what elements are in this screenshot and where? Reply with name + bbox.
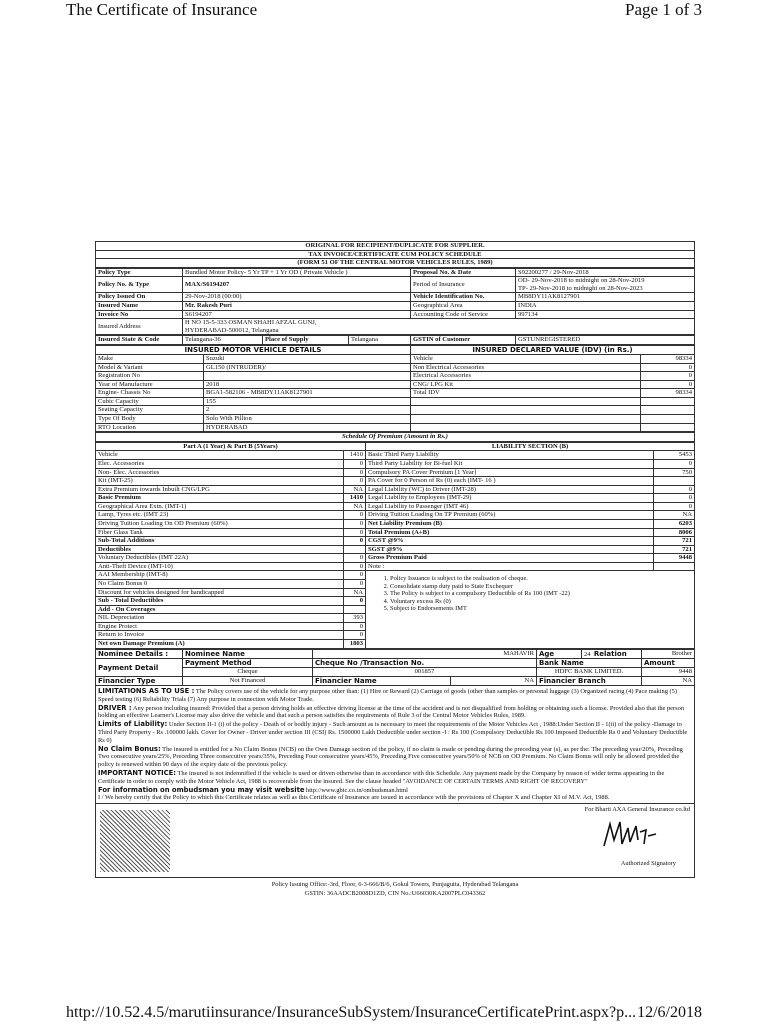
vehicle-field-value: 155 — [204, 397, 411, 406]
gstin-value: GSTUNREGISTERED — [516, 336, 695, 345]
signature-image — [600, 818, 660, 852]
premium-item-label: Deductibles — [96, 545, 344, 554]
schedule-heading: Schedule Of Premium (Amount in Rs.) — [96, 433, 695, 442]
vehicle-field-label: Make — [96, 354, 204, 363]
liability-item-label: Legal Liability to Employees (IMT-29) — [366, 494, 654, 503]
financier-name-value: NA — [451, 676, 537, 685]
relation-value: Brother — [642, 649, 695, 659]
premium-row — [96, 537, 695, 546]
ncb-text: The insured is entitled for a No Claim Bonus (NCB) on the Own Damage section of the policy, if no claim is made or pending during the preceding year (s), as per the: The preceding year/20%, Preceding Two consecutive years/25%, Preceding Three consecutive years/35%, Preceding Four consecutive years/45%, Preceding Five consecutive years/50% of NCB on OD Premium. No Claim Bonus will only be allowed provided the policy is renewed within 90 days of the expiry date of the previous policy. — [98, 745, 683, 769]
policy-details — [95, 268, 695, 336]
policy-type-value: Bundled Motor Policy- 5 Yr TP + 1 Yr OD ( Private Vehicle ) — [183, 268, 411, 277]
vehicle-field-label: Registration No — [96, 372, 204, 381]
idv-field-label: Non Electrical Accessories — [411, 363, 641, 372]
payment-method-value: Cheque — [183, 668, 313, 677]
premium-item-value: 0 — [344, 562, 366, 571]
age-label: Age — [537, 649, 582, 659]
premium-row — [96, 545, 695, 554]
part-a-heading: Part A (1 Year) & Part B (5Years) — [96, 442, 366, 451]
insured-name-value: Mr. Rakesh Puri — [183, 302, 411, 311]
premium-item-value: 0 — [344, 537, 366, 546]
ombudsman-link[interactable]: http://www.gbic.co.in/ombudsman.html — [304, 786, 408, 794]
bank-name-value: HDFC BANK LIMITED. — [537, 668, 642, 677]
vehicle-section-title: INSURED MOTOR VEHICLE DETAILS — [96, 345, 411, 354]
notes-list — [390, 575, 692, 612]
idv-field-value: 0 — [641, 372, 695, 381]
policy-no-value: MAX/S6194207 — [183, 277, 411, 293]
cheque-no-value: 001857 — [313, 668, 537, 677]
period-value — [516, 277, 695, 293]
vehicle-field-value: 2018 — [204, 380, 411, 389]
ombudsman-label: For information on ombudsman you may visit website — [98, 785, 305, 794]
financier-name-label: Financier Name — [313, 676, 451, 685]
liability-item-label: Gross Premium Paid — [366, 554, 654, 563]
header-line-1: ORIGINAL FOR RECIPIENT/DUPLICATE FOR SUPPLIER. — [96, 242, 695, 251]
supply-value: Telangana — [349, 336, 411, 345]
premium-item-value: 0 — [344, 580, 366, 589]
nominee-details-label: Nominee Details : — [96, 649, 183, 659]
liability-item-value: 0 — [654, 485, 695, 494]
vin-value: MB8DY11AK8127901 — [516, 293, 695, 302]
premium-item-label: Sub-Total Additions — [96, 537, 344, 546]
premium-row — [96, 554, 695, 563]
premium-item-label: Engine Protect — [96, 622, 344, 631]
premium-item-value: 0 — [344, 631, 366, 640]
liability-item-value: 5453 — [654, 451, 695, 460]
liability-item-value: NA — [654, 511, 695, 520]
bank-name-label: Bank Name — [537, 659, 642, 668]
premium-item-label: NIL Depreciation — [96, 614, 344, 623]
premium-item-value — [344, 605, 366, 614]
policy-type-label: Policy Type — [96, 268, 183, 277]
terms-block — [95, 686, 695, 804]
header-line-3: (FORM 51 OF THE CENTRAL MOTOR VEHICLES RULES, 1989) — [96, 259, 695, 268]
premium-item-value: 1803 — [344, 640, 366, 649]
insured-name-label: Insured Name — [96, 302, 183, 311]
idv-field-label — [411, 397, 641, 406]
premium-item-label: Kit (IMT-25) — [96, 477, 344, 486]
liability-item-value: 721 — [654, 537, 695, 546]
liability-item-value: 0 — [654, 502, 695, 511]
page-number: Page 1 of 3 — [625, 0, 702, 19]
amount-label: Amount — [642, 659, 695, 668]
address-value — [183, 319, 695, 335]
limitations-text: The Policy covers use of the vehicle for any purpose other than: (1) Hire or Reward (2) Carriage of goods (other than samples or personal luggage (3) Organized racing (4) Pace making (5) Speed testing (6) Reliability Trials (7) Any purpose in connection with Motor Trade. — [98, 687, 677, 703]
state-label: Insured State & Code — [96, 336, 183, 345]
company-gstin: GSTIN: 36AADCB2008D1ZD, CIN No.:U66030KA2007PLC043362 — [304, 889, 486, 897]
liability-item-value: 721 — [654, 545, 695, 554]
premium-item-value: 0 — [344, 571, 366, 580]
driver-text: Any person including insured: Provided that a person driving holds an effective driving license at the time of the accident and is not disqualified from holding or obtaining such a license. Provided also that the person holding an effective Learner's License may also drive the vehicle and that such a person satisfies the requirements of Rule 3 of the Central Motor Vehicles Rules, 1989. — [98, 704, 685, 720]
idv-field-label — [411, 406, 641, 415]
premium-item-value: 0 — [344, 597, 366, 606]
vehicle-row — [96, 363, 695, 372]
geo-value: INDIA — [516, 302, 695, 311]
premium-row — [96, 519, 695, 528]
liability-item-value — [654, 477, 695, 486]
premium-row — [96, 468, 695, 477]
premium-item-value: NA — [344, 502, 366, 511]
premium-item-label: Geographical Area Extn. (IMT-1) — [96, 502, 344, 511]
liability-item-label: Note : — [366, 562, 654, 571]
premium-item-value: 0 — [344, 459, 366, 468]
header-line-2: TAX INVOICE/CERTIFICATE CUM POLICY SCHEDULE — [96, 250, 695, 259]
driver-para — [98, 704, 692, 721]
payment-method-label: Payment Method — [183, 659, 313, 668]
proposal-label: Proposal No. & Date — [411, 268, 516, 277]
liability-heading: LIABILITY SECTION (B) — [366, 442, 695, 451]
premium-item-value: 0 — [344, 528, 366, 537]
insurance-certificate — [95, 241, 695, 899]
idv-field-value — [641, 423, 695, 432]
liability-limits-label: Limits of Liability: — [98, 720, 168, 729]
idv-field-label: Electrical Accessories — [411, 372, 641, 381]
ncb-para — [98, 745, 692, 769]
vehicle-row — [96, 415, 695, 424]
premium-row — [96, 459, 695, 468]
premium-item-value: 1410 — [344, 494, 366, 503]
vehicle-field-label: Type Of Body — [96, 415, 204, 424]
idv-field-label — [411, 423, 641, 432]
ombudsman-para — [98, 786, 692, 795]
certify-text: I / We hereby certify that the Policy to which this Certificate relates as well as this Certificate of Insurance are issued in accordance with the provisions of Chapter X and Chapter XI of M.V. Act, 1988. — [98, 794, 610, 802]
vin-label: Vehicle Identification No. — [411, 293, 516, 302]
idv-field-label — [411, 415, 641, 424]
premium-row — [96, 477, 695, 486]
acc-code-label: Accounting Code of Service — [411, 310, 516, 319]
premium-item-value — [344, 545, 366, 554]
liability-item-label: SGST @9% — [366, 545, 654, 554]
vehicle-row — [96, 389, 695, 398]
idv-field-label: Vehicle — [411, 354, 641, 363]
policy-no-label: Policy No. & Type — [96, 277, 183, 293]
limitations-label: LIMITATIONS AS TO USE : — [98, 686, 195, 695]
liability-item-label: Compulsory PA Cover Premium [1 Year] — [366, 468, 654, 477]
liability-item-label: Driving Tuition Loading On TP Premium (60%) — [366, 511, 654, 520]
idv-field-value: 98334 — [641, 389, 695, 398]
liability-item-label: CGST @9% — [366, 537, 654, 546]
vehicle-field-value: Suzuki — [204, 354, 411, 363]
note-item: 2. Consolidate stamp duty paid to State Exchequer — [390, 583, 692, 590]
premium-row — [96, 562, 695, 571]
premium-item-label: Fiber Glass Tank — [96, 528, 344, 537]
premium-item-value: 0 — [344, 468, 366, 477]
premium-item-label: Voluntary Deductibles (IMT 22A) — [96, 554, 344, 563]
idv-field-value — [641, 415, 695, 424]
premium-item-label: Add - On Coverages — [96, 605, 344, 614]
important-para — [98, 769, 692, 786]
period-label: Period of Insurance — [411, 277, 516, 293]
geo-label: Geographical Area — [411, 302, 516, 311]
premium-row — [96, 511, 695, 520]
vehicle-field-label: Year of Manufacture — [96, 380, 204, 389]
idv-field-value: 98334 — [641, 354, 695, 363]
vehicle-row — [96, 397, 695, 406]
premium-item-value: 0 — [344, 511, 366, 520]
premium-item-value: 1410 — [344, 451, 366, 460]
state-value: Telangana-36 — [183, 336, 263, 345]
address-line-1: H NO 15-5-333 OSMAN SHAHI AFZAL GUNJ, — [185, 319, 317, 327]
premium-item-label: Vehicle — [96, 451, 344, 460]
liability-item-label: PA Cover for 0 Person of Rs (0) each (IMT- 16 ) — [366, 477, 654, 486]
vehicle-field-value: 2 — [204, 406, 411, 415]
liability-item-value: 0 — [654, 459, 695, 468]
vehicle-row — [96, 423, 695, 432]
address-label: Insured Address — [96, 319, 183, 335]
idv-field-label: CNG/ LPG Kit — [411, 380, 641, 389]
gstin-label: GSTIN of Customer — [411, 336, 516, 345]
premium-item-value: 393 — [344, 614, 366, 623]
premium-item-label: Sub - Total Deductibles — [96, 597, 344, 606]
premium-item-label: Net own Damage Premium (A) — [96, 640, 344, 649]
premium-item-label: Return to Invoice — [96, 631, 344, 640]
liability-limits-text: Under Section II-1 (i) of the policy - Death of or bodily injury - Such amount as is necessary to meet the requirements of the Motor Vehicles Act , 1988:Under Section II - 1(ii) of the policy -Damage to Third Party Property - Rs .100000 lakh. Cover for Owner - Driver under section III (CSI) Rs. 1500000 Lakh Deductible under section -I : Rs 100 (Compulsory Deductible Rs 100 Imposed Deductible Rs 0 and Voluntary Deductible Rs 0) — [98, 721, 688, 744]
premium-item-label: Lamp, Tyres etc. (IMT 23) — [96, 511, 344, 520]
vehicle-field-label: Seating Capacity — [96, 406, 204, 415]
idv-field-value: 0 — [641, 363, 695, 372]
issued-value: 29-Nov-2018 (00:00) — [183, 293, 411, 302]
premium-item-label: Discount for vehicles designed for handicapped — [96, 588, 344, 597]
liability-item-label: Legal Liability (WC) to Driver (IMT-28) — [366, 485, 654, 494]
print-date: 12/6/2018 — [637, 1004, 702, 1021]
note-item: 3. The Policy is subject to a compulsory Deductible of Rs 100 (IMT -22) — [390, 590, 692, 597]
cheque-no-label: Cheque No /Transaction No. — [313, 659, 537, 668]
signature-block — [95, 804, 695, 878]
liability-item-value: 8006 — [654, 528, 695, 537]
premium-item-label: Extra Premium towards Inbuilt CNG/LPG — [96, 485, 344, 494]
certificate-header — [95, 241, 695, 268]
period-od: OD- 29-Nov-2018 to midnight on 28-Nov-2019 — [518, 277, 645, 285]
ncb-label: No Claim Bonus: — [98, 744, 161, 753]
issuing-office — [95, 878, 695, 898]
premium-table — [95, 442, 695, 649]
age-value: 24 — [584, 650, 591, 658]
office-address: Policy Issuing Office:-3rd, Floor, 6-3-666/B/6, Gokul Towers, Punjagutta, Hyderabad Telangana — [271, 881, 519, 889]
vehicle-field-value: GL150 (INTRUDER)/ — [204, 363, 411, 372]
vehicle-row — [96, 380, 695, 389]
acc-code-value: 997134 — [516, 310, 695, 319]
premium-row — [96, 502, 695, 511]
liability-limits-para — [98, 720, 692, 744]
vehicle-row — [96, 406, 695, 415]
address-line-2: HYDERABAD-500012, Telangana — [185, 326, 279, 334]
vehicle-field-value: HYDERABAD — [204, 423, 411, 432]
nominee-payment-table — [95, 649, 695, 686]
vehicle-field-value — [204, 372, 411, 381]
vehicle-field-label: Model & Variant — [96, 363, 204, 372]
invoice-label: Invoice No — [96, 310, 183, 319]
note-item: 1. Policy Issuance is subject to the realisation of cheque. — [390, 575, 692, 582]
issued-label: Policy Issued On — [96, 293, 183, 302]
important-text: The insured is not indemnified if the vehicle is used or driven otherwise than in accordance with this Schedule. Any payment made by the Company by reason of wider terms appearing in the Certificate in order to comply with the Motor Vehicle Act, 1988 is recoverable from the insured. See the clause headed "AVOIDANCE OF CERTAIN TERMS AND RIGHT OF RECOVERY" — [98, 770, 665, 785]
liability-item-value: 6203 — [654, 519, 695, 528]
liability-item-label: Third Party Liability for Bi-fuel Kit — [366, 459, 654, 468]
amount-value: 9448 — [642, 668, 695, 677]
note-item: 5. Subject to Endorsements IMT — [390, 605, 692, 612]
premium-item-label: Driving Tuition Loading On OD Premium (60%) — [96, 519, 344, 528]
premium-item-value: NA — [344, 485, 366, 494]
liability-item-label: Legal Liability to Passenger (IMT 46) — [366, 502, 654, 511]
idv-section-title: INSURED DECLARED VALUE (IDV) (in Rs.) — [411, 345, 695, 354]
financier-branch-label: Financier Branch — [537, 676, 642, 685]
period-tp: TP- 29-Nov-2018 to midnight on 28-Nov-2023 — [518, 284, 643, 292]
premium-item-label: Non- Elec. Accessories — [96, 468, 344, 477]
liability-item-label: Total Premium (A+B) — [366, 528, 654, 537]
company-for-label: For Bharti AXA General Insurance co.ltd — [584, 806, 690, 814]
authorized-signatory: Authorized Signatory — [620, 860, 676, 868]
premium-item-label: AAI Membership (IMT-8) — [96, 571, 344, 580]
liability-item-value: 750 — [654, 468, 695, 477]
premium-row — [96, 485, 695, 494]
vehicle-row — [96, 354, 695, 363]
vehicle-row — [96, 372, 695, 381]
premium-item-label: Basic Premium — [96, 494, 344, 503]
driver-label: DRIVER : — [98, 703, 132, 712]
premium-row — [96, 451, 695, 460]
premium-item-value: 0 — [344, 477, 366, 486]
important-label: IMPORTANT NOTICE: — [98, 769, 177, 778]
page-url: http://10.52.4.5/marutiinsurance/InsuranceSubSystem/InsuranceCertificatePrint.aspx?p... — [66, 1004, 637, 1021]
schedule-title — [95, 432, 695, 442]
nominee-name-value: MAHAVIR — [313, 649, 537, 659]
idv-field-value — [641, 397, 695, 406]
vehicle-field-label: RTO Location — [96, 423, 204, 432]
vehicle-field-label: Engine- Chassis No — [96, 389, 204, 398]
premium-row — [96, 571, 695, 580]
premium-item-value: 0 — [344, 554, 366, 563]
relation-cell — [582, 649, 642, 659]
premium-item-label: No Claim Bonus 0 — [96, 580, 344, 589]
liability-item-value: 0 — [654, 494, 695, 503]
premium-item-value: NA — [344, 588, 366, 597]
vehicle-idv-table — [95, 345, 695, 432]
proposal-value: S92200277 / 29-Nov-2018 — [516, 268, 695, 277]
vehicle-field-value: Solo With Pillion — [204, 415, 411, 424]
qr-code — [100, 810, 170, 872]
idv-field-value — [641, 406, 695, 415]
state-row — [95, 335, 695, 345]
idv-field-label: Total IDV — [411, 389, 641, 398]
premium-row — [96, 494, 695, 503]
liability-item-label: Basic Third Party Liability — [366, 451, 654, 460]
premium-item-value: 0 — [344, 622, 366, 631]
limitations-para — [98, 687, 692, 704]
vehicle-field-value: BGA1-582106 - MB8DY11AK8127901 — [204, 389, 411, 398]
note-item: 4. Voluntary excess Rs (0) — [390, 598, 692, 605]
vehicle-field-label: Cubic Capacity — [96, 397, 204, 406]
financier-branch-value: NA — [642, 676, 695, 685]
financier-type-value: Not Financed — [183, 676, 313, 685]
premium-item-label: Anti-Theft Device (IMT-10) — [96, 562, 344, 571]
invoice-value: S6194207 — [183, 310, 411, 319]
financier-type-label: Financier Type — [96, 676, 183, 685]
premium-row — [96, 528, 695, 537]
nominee-name-label: Nominee Name — [183, 649, 313, 659]
premium-item-value: 0 — [344, 519, 366, 528]
liability-item-value — [654, 562, 695, 571]
notes-cell — [366, 571, 695, 648]
browser-page-title: The Certificate of Insurance — [66, 0, 258, 19]
relation-label: Relation — [593, 649, 627, 658]
liability-item-label: Net Liability Premium (B) — [366, 519, 654, 528]
idv-field-value: 0 — [641, 380, 695, 389]
premium-item-label: Elec. Accessories — [96, 459, 344, 468]
supply-label: Place of Supply — [263, 336, 349, 345]
liability-item-value: 9448 — [654, 554, 695, 563]
payment-detail-label: Payment Detail — [96, 659, 183, 677]
